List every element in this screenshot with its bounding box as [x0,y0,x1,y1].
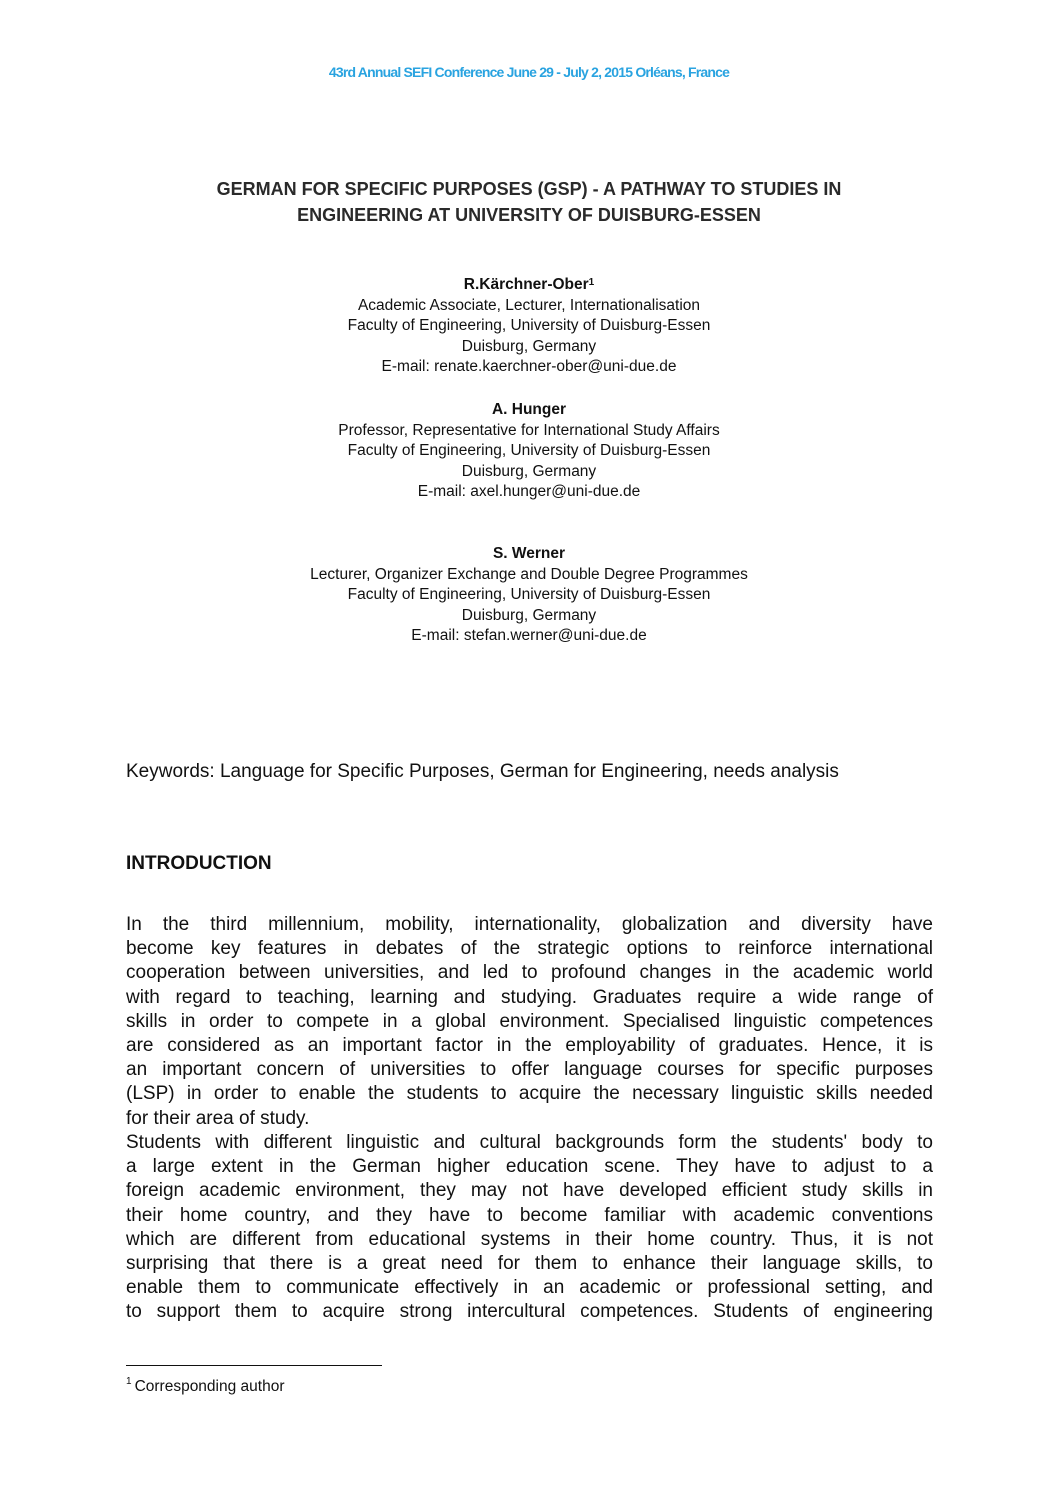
author-email: E-mail: axel.hunger@uni-due.de [417,483,641,500]
intro-paragraph-1 [126,913,933,1131]
author-location: Duisburg, Germany [461,606,597,624]
intro-paragraph-2 [126,1131,933,1325]
text-line: Students with different linguistic and cultural backgrounds form the students' body to [126,1132,933,1153]
author-email: E-mail: stefan.werner@uni-due.de [411,627,647,644]
conference-header: 43rd Annual SEFI Conference June 29 - July 2, 2015 Orléans, France [328,64,730,80]
author-location: Duisburg, Germany [461,337,597,355]
text-line: surprising that there is a great need for them to enhance their language skills, to [126,1253,933,1275]
footnote-mark: 1 [126,1376,132,1387]
author-position: Academic Associate, Lecturer, Internationalisation [357,296,701,314]
text-line: a large extent in the German higher education scene. They have to adjust to a [126,1156,933,1178]
text-line: skills in order to compete in a global environment. Specialised linguistic competences [126,1010,933,1032]
footnote [126,1378,285,1396]
author-block-2 [0,400,1058,503]
author-name: A. Hunger [491,401,567,418]
footnote-text: Corresponding author [134,1378,285,1395]
text-line: cooperation between universities, and led to profound changes in the academic world [126,962,933,984]
author-affiliation: Faculty of Engineering, University of Duisburg-Essen [347,317,711,334]
text-line: are considered as an important factor in the employability of graduates. Hence, it is [126,1035,933,1057]
text-line: an important concern of universities to offer language courses for specific purposes [126,1059,933,1081]
author-location: Duisburg, Germany [461,462,597,480]
author-block-1 [0,275,1058,378]
author-name: R.Kärchner-Ober$^1$ [463,276,595,293]
author-email: E-mail: renate.kaerchner-ober@uni-due.de [381,358,677,375]
text-line: their home country, and they have to become familiar with academic conventions [126,1204,933,1226]
text-line: In the third millennium, mobility, internationality, globalization and diversity have [126,914,933,935]
author-affiliation: Faculty of Engineering, University of Duisburg-Essen [347,442,711,459]
author-block-3 [0,544,1058,647]
author-position: Lecturer, Organizer Exchange and Double Degree Programmes [310,565,748,583]
text-line: for their area of study. [126,1107,310,1129]
section-heading-introduction: INTRODUCTION [126,853,272,874]
text-line: which are different from educational systems in their home country. Thus, it is not [126,1228,933,1250]
text-line: foreign academic environment, they may not have developed efficient study skills in [126,1180,933,1202]
paper-title [100,176,958,228]
footnote-mark: 1 [588,277,595,288]
text-line: (LSP) in order to enable the students to acquire the necessary linguistic skills needed [126,1083,933,1105]
paper-title-line-1: GERMAN FOR SPECIFIC PURPOSES (GSP) - A PATHWAY TO STUDIES IN [216,179,842,199]
paper-title-line-2: ENGINEERING AT UNIVERSITY OF DUISBURG-ESSEN [297,205,761,225]
text-line: become key features in debates of the strategic options to reinforce international [126,938,933,960]
author-position: Professor, Representative for International Study Affairs [338,421,720,439]
text-line: enable them to communicate effectively in an academic or professional setting, and [126,1277,933,1299]
text-line: to support them to acquire strong intercultural competences. Students of engineering [126,1301,933,1323]
text-line: with regard to teaching, learning and studying. Graduates require a wide range of [126,986,933,1008]
footnote-divider [126,1365,382,1366]
keywords: Keywords: Language for Specific Purposes, German for Engineering, needs analysis [126,761,839,782]
author-affiliation: Faculty of Engineering, University of Duisburg-Essen [347,586,711,603]
author-name: S. Werner [492,545,566,562]
